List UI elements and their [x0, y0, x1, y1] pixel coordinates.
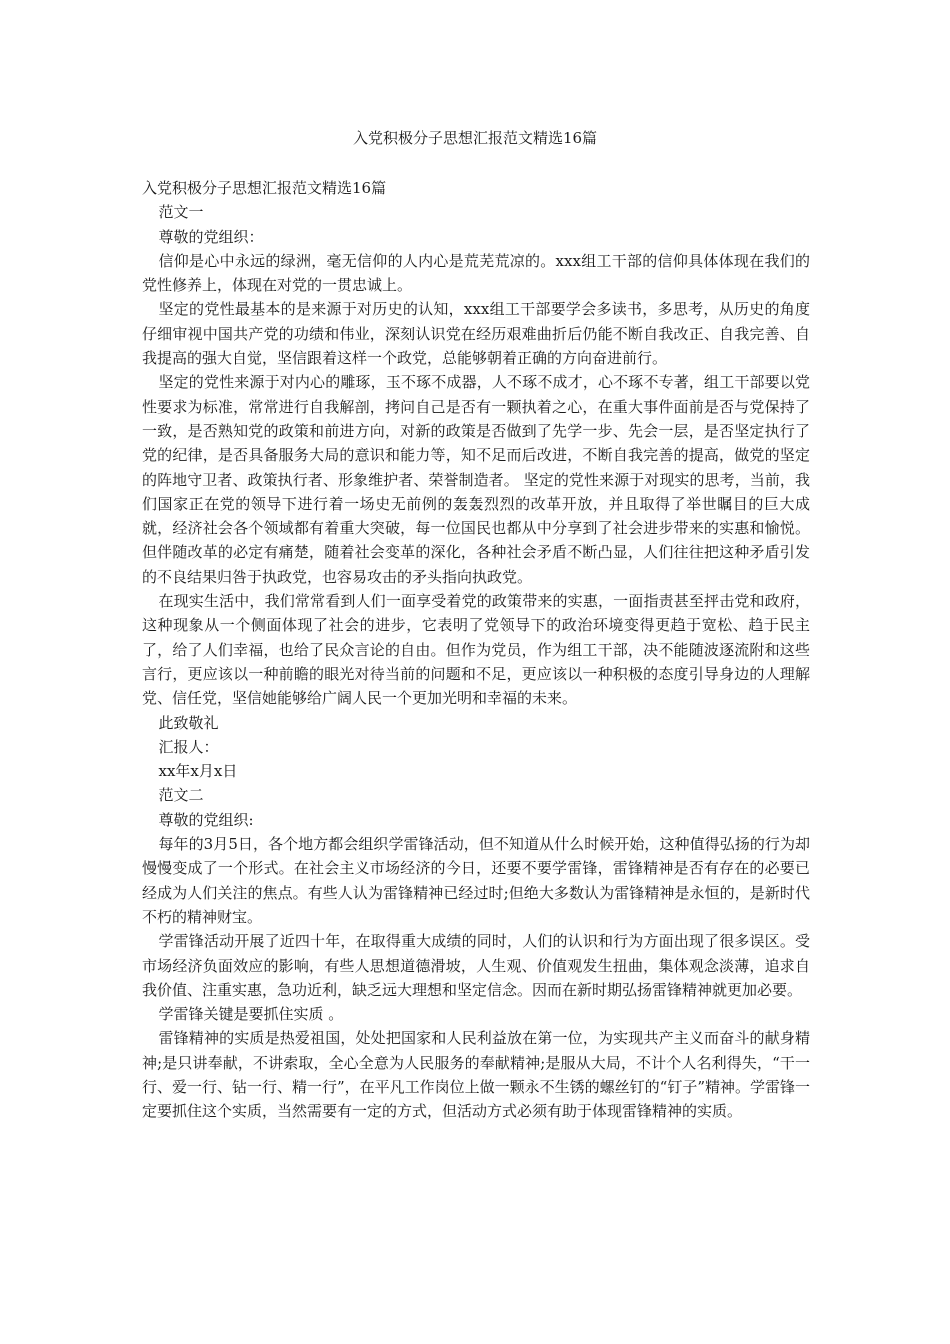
paragraph: 每年的3月5日，各个地方都会组织学雷锋活动，但不知道从什么时候开始，这种值得弘扬的行为却慢慢变成了一个形式。在社会主义市场经济的今日，还要不要学雷锋，雷锋精神是否有存在的必要已经成为人们关注的焦点。有些人认为雷锋精神已经过时;但绝大多数认为雷锋精神是永恒的，是新时代不朽的精神财宝。 — [142, 835, 810, 926]
body-heading: 入党积极分子思想汇报范文精选16篇 — [142, 179, 387, 197]
date-line: xx年x月x日 — [158, 762, 238, 781]
document-body — [142, 176, 810, 1124]
paragraph: 坚定的党性最基本的是来源于对历史的认知，xxx组工干部要学会多读书，多思考，从历史的角度仔细审视中国共产党的功绩和伟业，深刻认识党在经历艰难曲折后仍能不断自我改正、自我完善、自我提高的强大自觉，坚信跟着这样一个政党，总能够朝着正确的方向奋进前行。 — [142, 300, 810, 368]
paragraph: 坚定的党性来源于对内心的雕琢，玉不琢不成器，人不琢不成才，心不琢不专著，组工干部要以党性要求为标准，常常进行自我解剖，拷问自己是否有一颗执着之心，在重大事件面前是否与党保持了一致，是否熟知党的政策和前进方向，对新的政策是否做到了先学一步、先会一层，是否坚定执行了党的纪律，是否具备服务大局的意识和能力等，知不足而后改进，不断自我完善的提高，做党的坚定的阵地守卫者、政策执行者、形象维护者、荣誉制造者。 坚定的党性来源于对现实的思考，当前，我们国家正在党的领导下进行着一场史无前例的轰轰烈烈的改革开放，并且取得了举世瞩目的巨大成就，经济社会各个领域都有着重大突破，每一位国民也都从中分享到了社会进步带来的实惠和愉悦。但伴随改革的必定有痛楚，随着社会变革的深化，各种社会矛盾不断凸显，人们往往把这种矛盾引发的不良结果归咎于执政党，也容易攻击的矛头指向执政党。 — [142, 373, 810, 586]
paragraph: 信仰是心中永远的绿洲，毫无信仰的人内心是荒芜荒凉的。xxx组工干部的信仰具体体现在我们的党性修养上，体现在对党的一贯忠诚上。 — [142, 251, 810, 295]
reporter-line: 汇报人： — [158, 737, 219, 756]
document-title: 入党积极分子思想汇报范文精选16篇 — [352, 129, 598, 147]
closing-line: 此致敬礼 — [158, 713, 219, 732]
paragraph: 雷锋精神的实质是热爱祖国，处处把国家和人民利益放在第一位，为实现共产主义而奋斗的献身精神;是只讲奉献，不讲索取，全心全意为人民服务的奉献精神;是服从大局，不计个人名利得失，“干一行、爱一行、钻一行、精一行”，在平凡工作岗位上做一颗永不生锈的螺丝钉的“钉子”精神。学雷锋一定要抓住这个实质，当然需要有一定的方式，但活动方式必须有助于体现雷锋精神的实质。 — [142, 1029, 811, 1121]
section-label-2: 范文二 — [158, 786, 204, 805]
section-label-1: 范文一 — [158, 203, 204, 222]
paragraph: 在现实生活中，我们常常看到人们一面享受着党的政策带来的实惠，一面指责甚至抨击党和政府，这种现象从一个侧面体现了社会的进步，它表明了党领导下的政治环境变得更趋于宽松、趋于民主了，给了人们幸福，也给了民众言论的自由。但作为党员，作为组工干部，决不能随波逐流附和这些言行，更应该以一种前瞻的眼光对待当前的问题和不足，更应该以一种积极的态度引导身边的人理解党、信任党，坚信她能够给广阔人民一个更加光明和幸福的未来。 — [142, 592, 810, 708]
paragraph: 学雷锋关键是要抓住实质 。 — [158, 1005, 344, 1024]
salutation-1: 尊敬的党组织： — [158, 227, 264, 246]
salutation-2: 尊敬的党组织: — [158, 810, 254, 829]
paragraph: 学雷锋活动开展了近四十年，在取得重大成绩的同时，人们的认识和行为方面出现了很多误区。受市场经济负面效应的影响，有些人思想道德滑坡，人生观、价值观发生扭曲，集体观念淡薄，追求自我价值、注重实惠，急功近利，缺乏远大理想和坚定信念。因而在新时期弘扬雷锋精神就更加必要。 — [142, 932, 810, 999]
